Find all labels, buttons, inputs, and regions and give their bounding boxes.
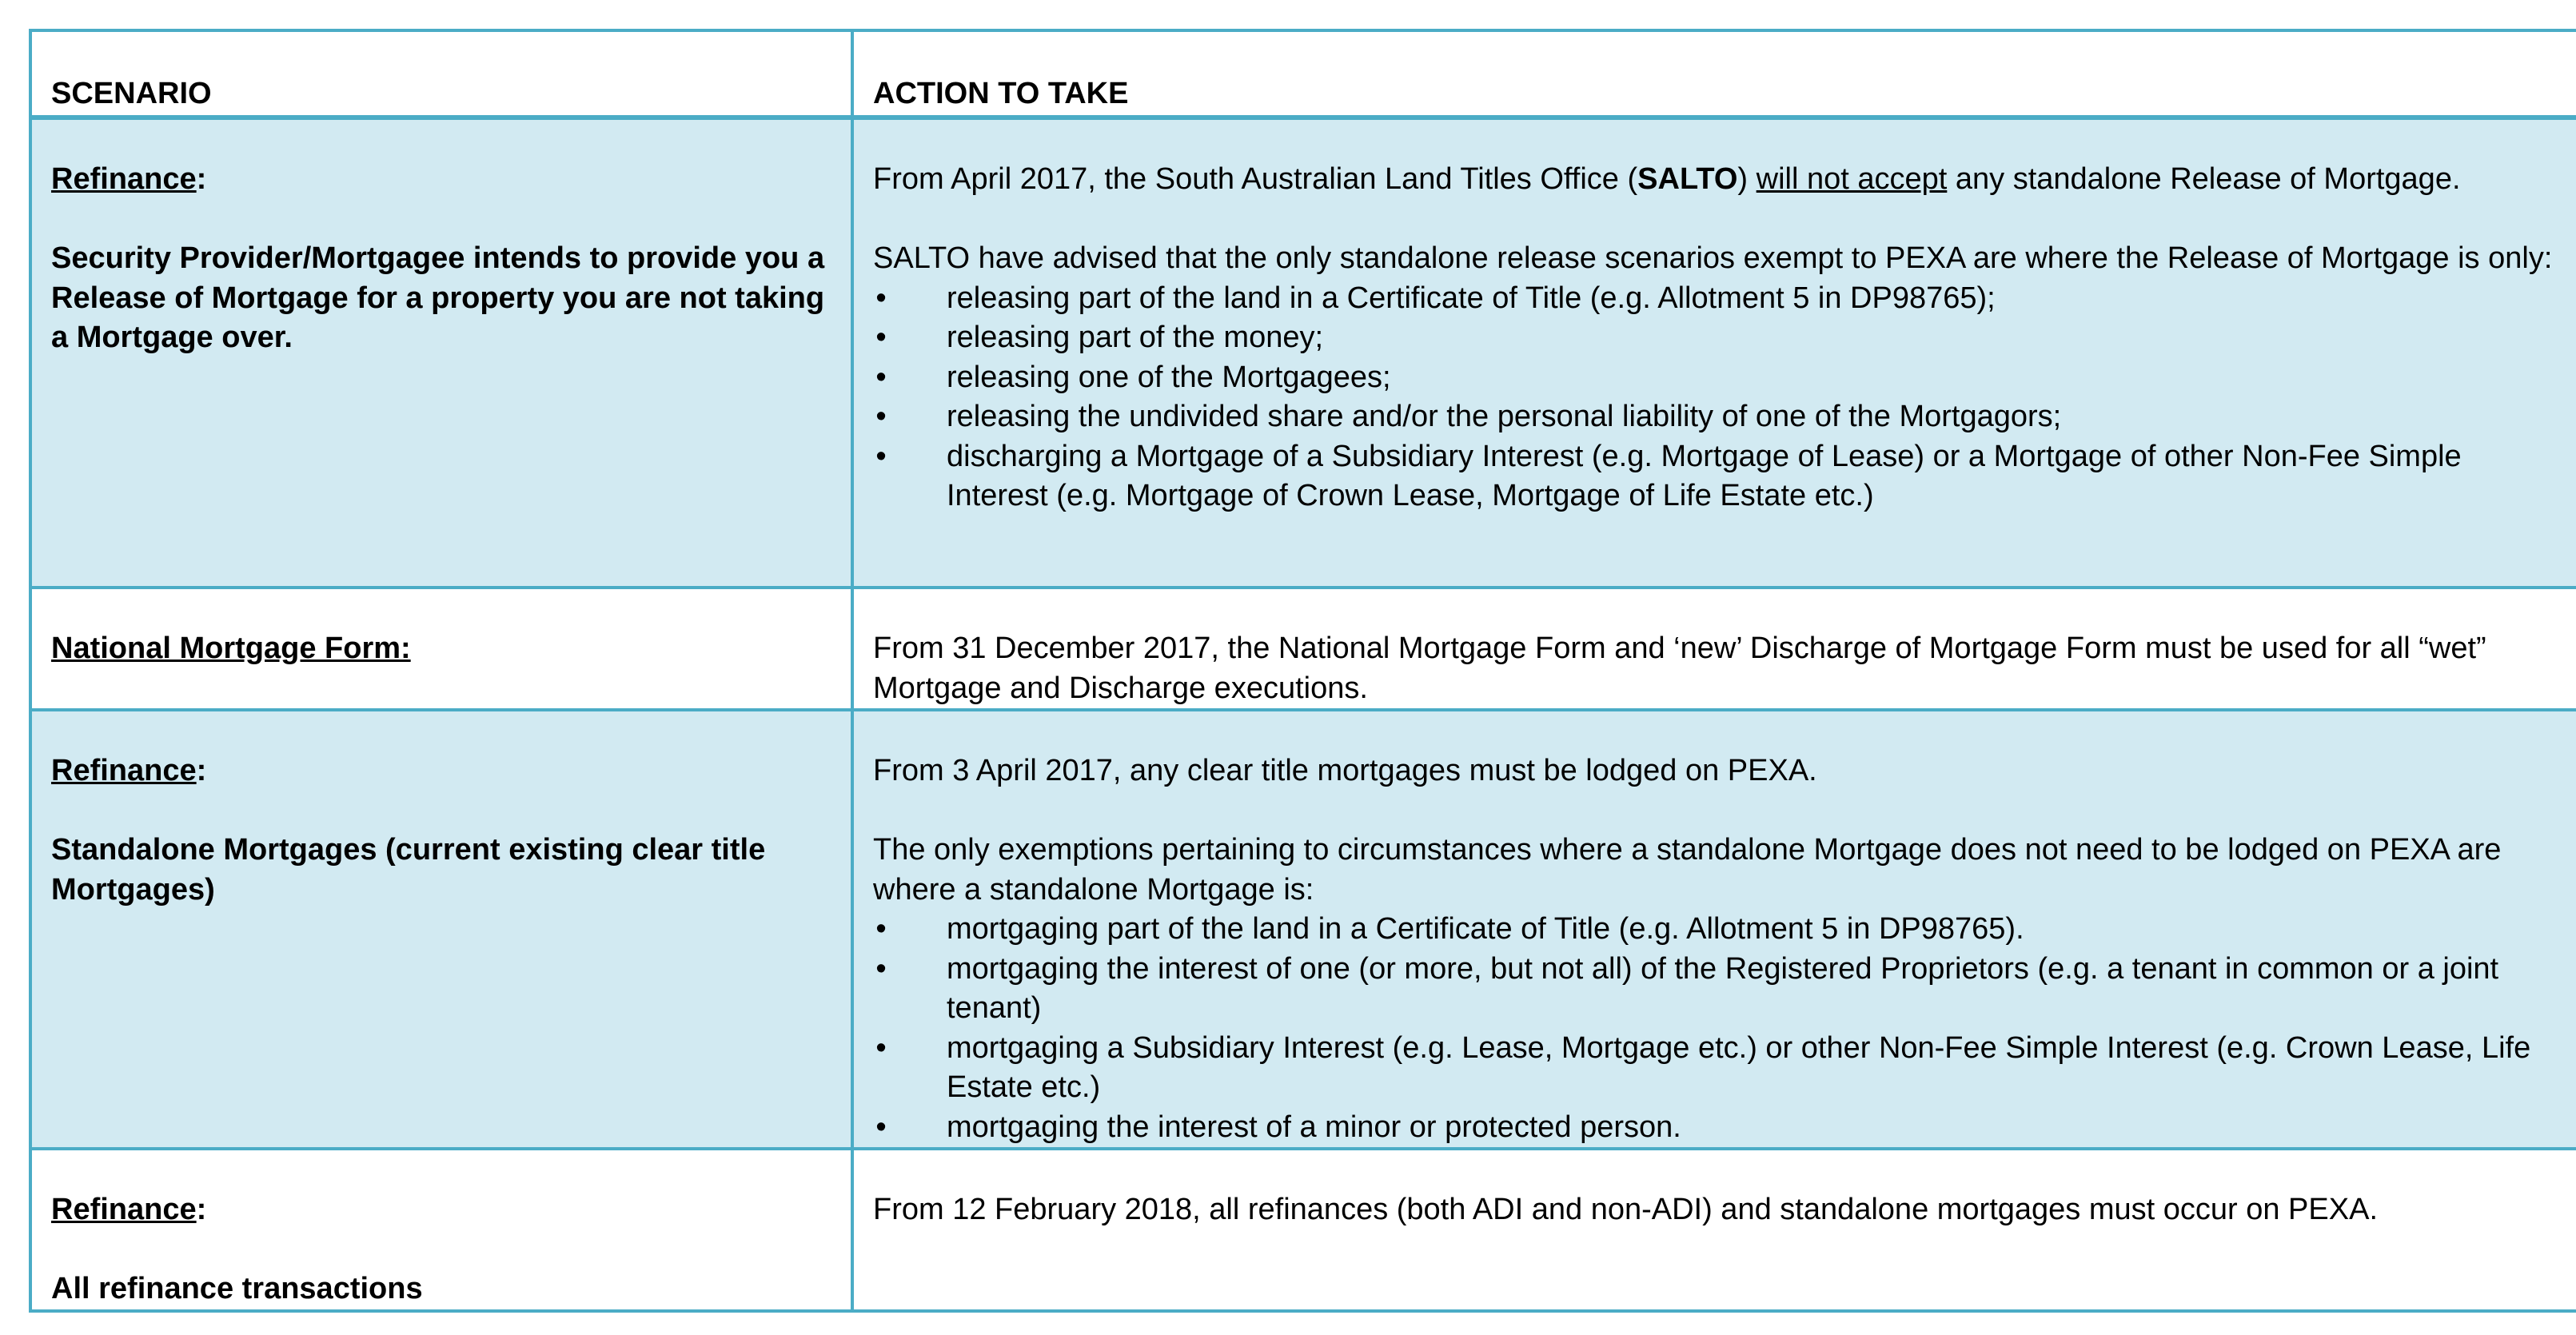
action-cell [852, 588, 2576, 710]
table-row [30, 118, 2576, 588]
scenario-heading: Refinance: [51, 754, 207, 787]
action-paragraph: SALTO have advised that the only standalone release scenarios exempt to PEXA are where the Release of Mortgage is only: [873, 241, 2553, 275]
action-cell [852, 118, 2576, 588]
bullet-icon: • [875, 912, 887, 946]
table-row [30, 1149, 2576, 1311]
list-item: • mortgaging the interest of a minor or protected person. [873, 1108, 2557, 1148]
scenario-description: All refinance transactions [51, 1272, 423, 1305]
list-item: • releasing one of the Mortgagees; [873, 358, 2557, 398]
action-paragraph: From April 2017, the South Australian Land Titles Office (SALTO) will not accept any standalone Release of Mortgage. [873, 162, 2461, 196]
list-item: • releasing part of the money; [873, 318, 2557, 358]
header-scenario: SCENARIO [30, 30, 852, 118]
list-item: • mortgaging a Subsidiary Interest (e.g. Lease, Mortgage etc.) or other Non-Fee Simple Interest (e.g. Crown Lease, Life Estate etc.) [873, 1029, 2557, 1108]
scenario-cell [30, 588, 852, 710]
table-header-row [30, 30, 2576, 118]
scenario-cell [30, 118, 852, 588]
bullet-list [873, 279, 2557, 516]
list-item: • mortgaging the interest of one (or more, but not all) of the Registered Proprietors (e.g. a tenant in common or a joint tenant) [873, 950, 2557, 1029]
action-paragraph: From 31 December 2017, the National Mortgage Form and ‘new’ Discharge of Mortgage Form must be used for all “wet” Mortgage and Discharge executions. [873, 632, 2486, 705]
bullet-icon: • [875, 360, 887, 394]
scenario-cell [30, 1149, 852, 1311]
scenario-cell [30, 710, 852, 1149]
bullet-list [873, 910, 2557, 1147]
action-cell [852, 1149, 2576, 1311]
table-row [30, 710, 2576, 1149]
bullet-icon: • [875, 1110, 887, 1144]
bullet-icon: • [875, 1030, 887, 1065]
header-action: ACTION TO TAKE [852, 30, 2576, 118]
table-row [30, 588, 2576, 710]
action-paragraph: From 3 April 2017, any clear title mortgages must be lodged on PEXA. [873, 754, 1817, 787]
bullet-icon: • [875, 281, 887, 315]
list-item: • releasing part of the land in a Certificate of Title (e.g. Allotment 5 in DP98765); [873, 279, 2557, 319]
scenario-description: Security Provider/Mortgagee intends to provide you a Release of Mortgage for a property you are not taking a Mortgage over. [51, 241, 825, 354]
list-item: • discharging a Mortgage of a Subsidiary Interest (e.g. Mortgage of Lease) or a Mortgage of other Non-Fee Simple Interest (e.g. Mortgage of Crown Lease, Mortgage of Life Estate etc.) [873, 437, 2557, 516]
action-paragraph: The only exemptions pertaining to circumstances where a standalone Mortgage does not need to be lodged on PEXA are where a standalone Mortgage is: [873, 833, 2502, 907]
scenario-heading: Refinance: [51, 1193, 207, 1226]
scenario-description: Standalone Mortgages (current existing clear title Mortgages) [51, 833, 766, 907]
bullet-icon: • [875, 439, 887, 473]
bullet-icon: • [875, 321, 887, 354]
list-item: • mortgaging part of the land in a Certificate of Title (e.g. Allotment 5 in DP98765). [873, 910, 2557, 950]
scenario-heading: Refinance: [51, 162, 207, 196]
scenario-action-table [29, 29, 2576, 1313]
action-cell [852, 710, 2576, 1149]
bullet-icon: • [875, 951, 887, 986]
scenario-heading: National Mortgage Form: [51, 632, 411, 665]
bullet-icon: • [875, 400, 887, 433]
list-item: • releasing the undivided share and/or the personal liability of one of the Mortgagors; [873, 397, 2557, 437]
action-paragraph: From 12 February 2018, all refinances (both ADI and non-ADI) and standalone mortgages must occur on PEXA. [873, 1193, 2379, 1226]
